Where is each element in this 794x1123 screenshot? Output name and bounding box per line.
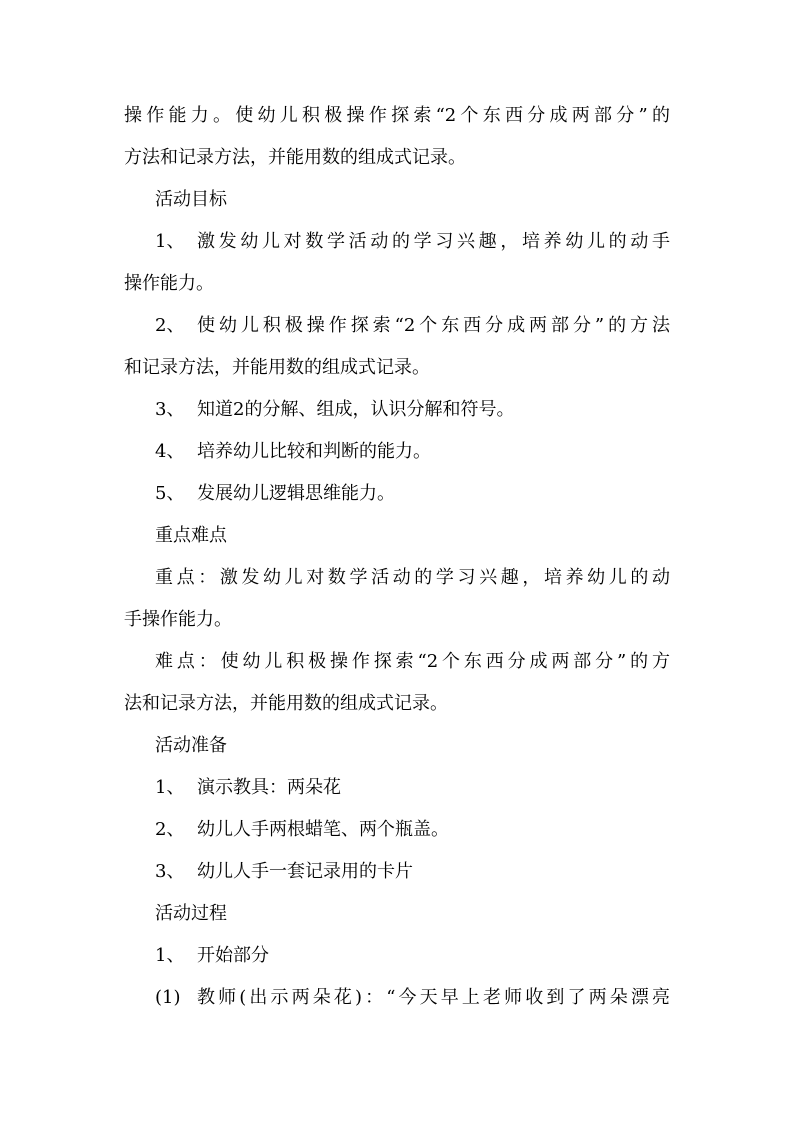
goal-1-number: 1、: [155, 231, 185, 252]
goal-4-text: 培养幼儿比较和判断的能力。: [197, 441, 431, 462]
goal-5-text: 发展幼儿逻辑思维能力。: [197, 483, 395, 504]
intro-line-1: 操作能力。使幼儿积极操作探索“2个东西分成两部分”的: [124, 105, 670, 126]
difficulty-line-1: 难点：使幼儿积极操作探索“2个东西分成两部分”的方: [155, 651, 670, 672]
process-sub-1-text: 教师(出示两朵花)：“今天早上老师收到了两朵漂亮: [197, 987, 670, 1008]
difficulty-line-2: 法和记录方法，并能用数的组成式记录。: [124, 693, 448, 714]
process-step-1-number: 1、: [155, 945, 185, 966]
prep-2-number: 2、: [155, 819, 185, 840]
prep-3-number: 3、: [155, 861, 185, 882]
goal-3-text: 知道2的分解、组成，认识分解和符号。: [197, 399, 515, 420]
prep-3-text: 幼儿人手一套记录用的卡片: [197, 861, 413, 882]
goal-1-text: 激发幼儿对数学活动的学习兴趣，培养幼儿的动手: [197, 231, 670, 252]
goal-2-number: 2、: [155, 315, 185, 336]
process-sub-1-number: (1): [155, 987, 181, 1008]
key-points-heading: 重点难点: [155, 525, 227, 546]
goal-4-number: 4、: [155, 441, 185, 462]
process-heading: 活动过程: [155, 903, 227, 924]
prep-1-text: 演示教具：两朵花: [197, 777, 341, 798]
prep-2-text: 幼儿人手两根蜡笔、两个瓶盖。: [197, 819, 449, 840]
intro-line-2: 方法和记录方法，并能用数的组成式记录。: [124, 147, 466, 168]
process-step-1-text: 开始部分: [197, 945, 269, 966]
preparation-heading: 活动准备: [155, 735, 227, 756]
goal-1-text-cont: 操作能力。: [124, 273, 214, 294]
focus-line-2: 手操作能力。: [124, 609, 232, 630]
goal-5-number: 5、: [155, 483, 185, 504]
prep-1-number: 1、: [155, 777, 185, 798]
goal-2-text: 使幼儿积极操作探索“2个东西分成两部分”的方法: [197, 315, 670, 336]
goals-heading: 活动目标: [155, 189, 227, 210]
focus-line-1: 重点：激发幼儿对数学活动的学习兴趣，培养幼儿的动: [155, 567, 670, 588]
goal-2-text-cont: 和记录方法，并能用数的组成式记录。: [124, 357, 430, 378]
goal-3-number: 3、: [155, 399, 185, 420]
